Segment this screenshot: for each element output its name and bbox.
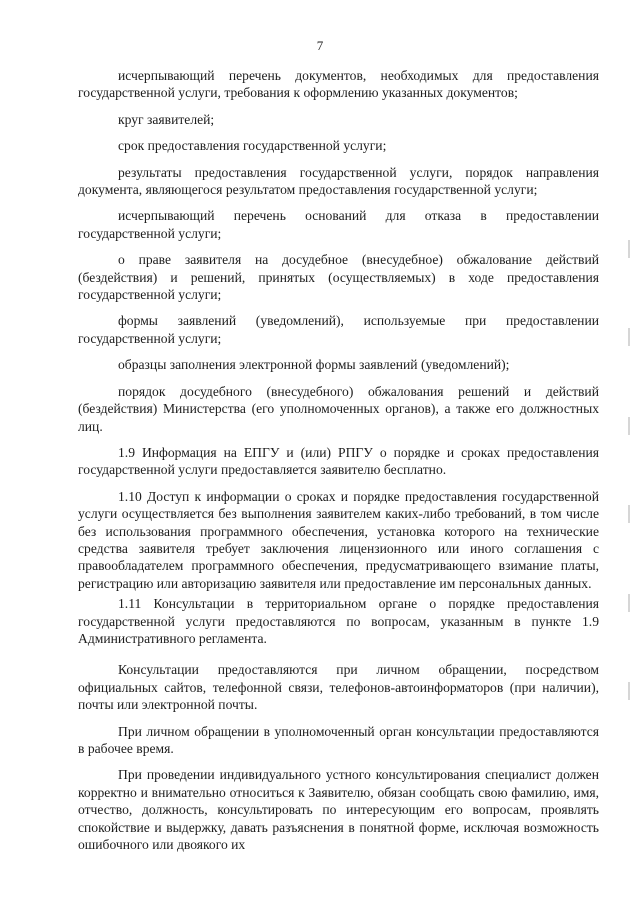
margin-mark (628, 328, 630, 346)
margin-mark (628, 417, 630, 435)
page-number: 7 (316, 38, 324, 53)
paragraph-service-term: срок предоставления государственной услуги; (118, 138, 387, 154)
paragraph-appeal-procedure: порядок досудебного (внесудебного) обжалования решений и действий (бездействия) Министерства (его уполномоченных органов), а также его должностных лиц. (78, 383, 599, 434)
paragraph-documents-list: исчерпывающий перечень документов, необходимых для предоставления государственной услуги, требования к оформлению указанных документов; (78, 68, 599, 101)
margin-mark (628, 594, 630, 612)
paragraph-1-11: 1.11 Консультации в территориальном органе о порядке предоставления государственной услуги предоставляются по вопросам, указанным в пункте 1.9 Административного регламента. (78, 596, 599, 646)
paragraph-appeal-right: о праве заявителя на досудебное (внесудебное) обжалование действий (бездействия) и решений, принятых (осуществляемых) в ходе предоставления государственной услуги; (78, 252, 599, 303)
document-body (78, 67, 599, 862)
paragraph-1-10: 1.10 Доступ к информации о сроках и порядке предоставления государственной услуги осуществляется без выполнения заявителем каких-либо требований, в том числе без использования программного обеспечения, установка которого на технические средства заявителя требует заключения лицензионного или иного соглашения с правообладателем программного обеспечения, предусматривающего взимание платы, регистрацию или авторизацию заявителя или предоставление им персональных данных. (78, 488, 599, 591)
paragraph-form-samples: образцы заполнения электронной формы заявлений (уведомлений); (118, 357, 510, 373)
paragraph-refusal-grounds: исчерпывающий перечень оснований для отказа в предоставлении государственной услуги; (78, 208, 599, 241)
paragraph-1-9: 1.9 Информация на ЕПГУ и (или) РПГУ о порядке и сроках предоставления государственной услуги предоставляется заявителю бесплатно. (78, 444, 599, 478)
margin-mark (628, 682, 630, 700)
paragraph-service-results: результаты предоставления государственной услуги, порядок направления документа, являющегося результатом предоставления государственной услуги; (78, 164, 599, 198)
paragraph-working-hours: При личном обращении в уполномоченный орган консультации предоставляются в рабочее время. (78, 723, 599, 756)
paragraph-consultation-channels: Консультации предоставляются при личном обращении, посредством официальных сайтов, телефонной связи, телефонов-автоинформаторов (при наличии), почты или электронной почты. (78, 662, 599, 713)
paragraph-oral-consultation: При проведении индивидуального устного консультирования специалист должен корректно и внимательно относиться к Заявителю, обязан сообщать свою фамилию, имя, отчество, должность, консультировать по интересующим его вопросам, проявлять спокойствие и выдержку, давать разъяснения в понятной форме, исключая возможность ошибочного или двоякого их (78, 767, 599, 853)
paragraph-application-forms: формы заявлений (уведомлений), используемые при предоставлении государственной услуги; (78, 313, 599, 346)
paragraph-applicants: круг заявителей; (118, 111, 215, 127)
scan-margin-marks (626, 240, 632, 700)
margin-mark (628, 240, 630, 258)
margin-mark (628, 505, 630, 523)
